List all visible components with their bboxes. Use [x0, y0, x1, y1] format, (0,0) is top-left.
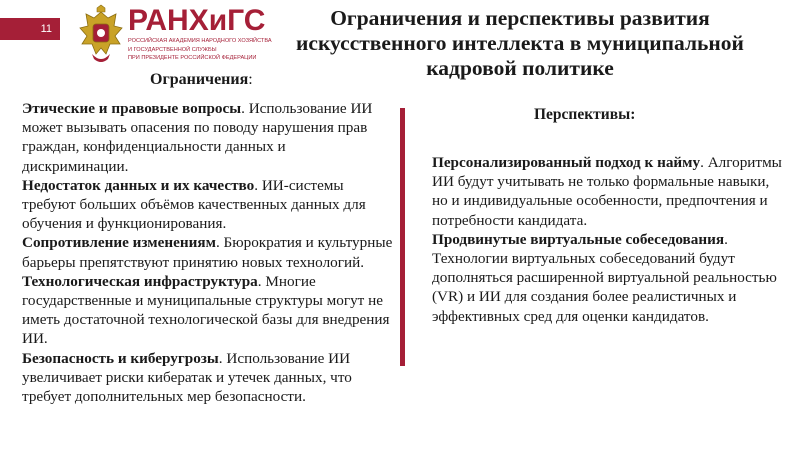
limitation-text: . Многие государственные и муниципальные структуры могут не иметь достаточной технологической базы для внедрения ИИ.: [22, 272, 390, 348]
limitation-text: . Использование ИИ увеличивает риски кибератак и утечек данных, что требует дополнительных мер безопасности.: [22, 349, 352, 406]
limitation-item: [22, 176, 394, 234]
prospect-item: [432, 153, 782, 230]
limitation-term: Сопротивление изменениям: [22, 234, 216, 252]
limitation-text: . ИИ-системы требуют больших объёмов качественных данных для обучения и функционирования.: [22, 176, 366, 233]
limitation-term: Технологическая инфраструктура: [22, 272, 258, 290]
limitations-heading-text: Ограничения: [150, 71, 249, 88]
prospect-text: . Алгоритмы ИИ будут учитывать не только формальные навыки, но и индивидуальные особенности, предпочтения и потребности кандидата.: [432, 154, 782, 229]
column-divider: [400, 108, 405, 366]
prospect-term: Персонализированный подход к найму: [432, 154, 701, 171]
limitations-heading: [150, 71, 253, 89]
prospect-term: Продвинутые виртуальные собеседования: [432, 230, 725, 248]
logo-subtitle-line-2: И ГОСУДАРСТВЕННОЙ СЛУЖБЫ: [128, 46, 217, 53]
limitation-item: [22, 233, 394, 271]
limitation-item: [22, 99, 394, 176]
slide-number: [0, 18, 60, 40]
prospect-item: [432, 230, 782, 326]
prospects-list: [432, 153, 782, 326]
page-title: Ограничения и перспективы развития искусственного интеллекта в муниципальной кадровой политике: [296, 6, 744, 80]
eagle-emblem-icon: [78, 4, 124, 66]
limitation-item: [22, 349, 394, 407]
limitation-term: Этические и правовые вопросы: [22, 100, 242, 117]
limitation-term: Безопасность и киберугрозы: [22, 349, 219, 367]
limitation-text: . Бюрократия и культурные барьеры препятствуют принятию новых технологий.: [22, 234, 393, 271]
limitations-list: [22, 99, 394, 406]
logo-subtitle-line-3: ПРИ ПРЕЗИДЕНТЕ РОССИЙСКОЙ ФЕДЕРАЦИИ: [128, 55, 257, 62]
limitation-term: Недостаток данных и их качество: [22, 176, 255, 194]
prospects-heading: Перспективы:: [534, 106, 636, 123]
prospect-text: . Технологии виртуальных собеседований будут дополняться расширенной виртуальной реальностью (VR) и ИИ для создания более реалистичных и эффективных сред для оценки кандидатов.: [432, 230, 777, 325]
logo-subtitle-line-1: РОССИЙСКАЯ АКАДЕМИЯ НАРОДНОГО ХОЗЯЙСТВА: [128, 38, 272, 44]
slide-number-text: 11: [40, 23, 52, 35]
limitation-text: . Использование ИИ может вызывать опасения по поводу нарушения прав граждан, конфиденциальности данных и дискриминации.: [22, 100, 373, 175]
limitations-heading-colon: :: [248, 71, 253, 88]
limitation-item: [22, 272, 394, 349]
logo-name: РАНХиГС: [128, 4, 266, 37]
